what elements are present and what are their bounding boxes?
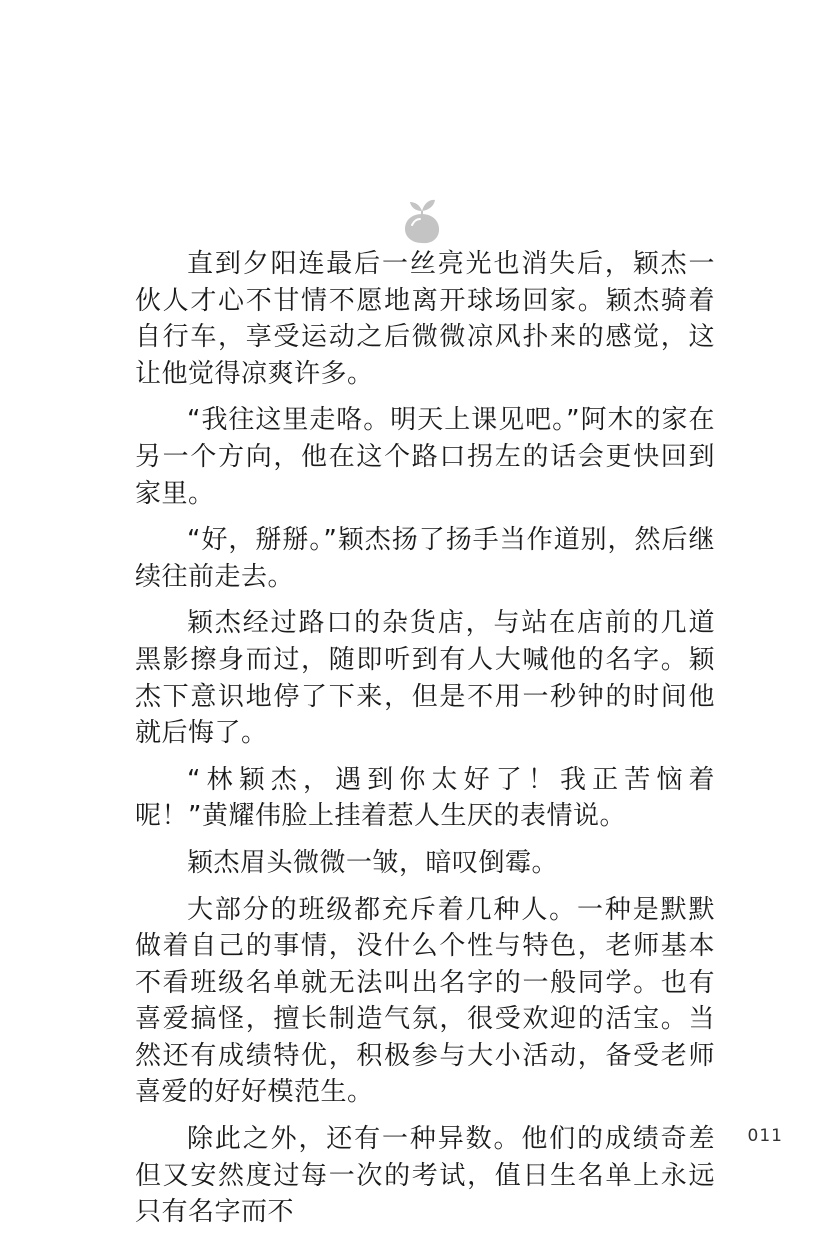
paragraph: “林颖杰，遇到你太好了！我正苦恼着呢！”黄耀伟脸上挂着惹人生厌的表情说。 (135, 764, 715, 832)
paragraph: 颖杰经过路口的杂货店，与站在店前的几道黑影擦身而过，随即听到有人大喊他的名字。颖杰下意识地停了下来，但是不用一秒钟的时间他就后悔了。 (135, 608, 715, 749)
paragraph: 颖杰眉头微微一皱，暗叹倒霉。 (187, 847, 559, 878)
paragraph: “我往这里走咯。明天上课见吧。”阿木的家在另一个方向，他在这个路口拐左的话会更快回到家里。 (135, 405, 715, 509)
paragraph: 大部分的班级都充斥着几种人。一种是默默做着自己的事情，没什么个性与特色，老师基本不看班级名单就无法叫出名字的一般同学。也有喜爱搞怪，擅长制造气氛，很受欢迎的活宝。当然还有成绩特优，积极参与大小活动，备受老师喜爱的好好模范生。 (135, 894, 715, 1108)
paragraph: “好，掰掰。”颖杰扬了扬手当作道别，然后继续往前走去。 (135, 525, 715, 592)
sprouting-seed-icon (402, 193, 442, 245)
paragraph: 直到夕阳连最后一丝亮光也消失后，颖杰一伙人才心不甘情不愿地离开球场回家。颖杰骑着自行车，享受运动之后微微凉风扑来的感觉，这让他觉得凉爽许多。 (135, 249, 715, 389)
paragraph: 除此之外，还有一种异数。他们的成绩奇差但又安然度过每一次的考试，值日生名单上永远只有名字而不 (135, 1124, 715, 1228)
body-text (135, 246, 715, 1241)
page-number: 011 (747, 1126, 783, 1146)
